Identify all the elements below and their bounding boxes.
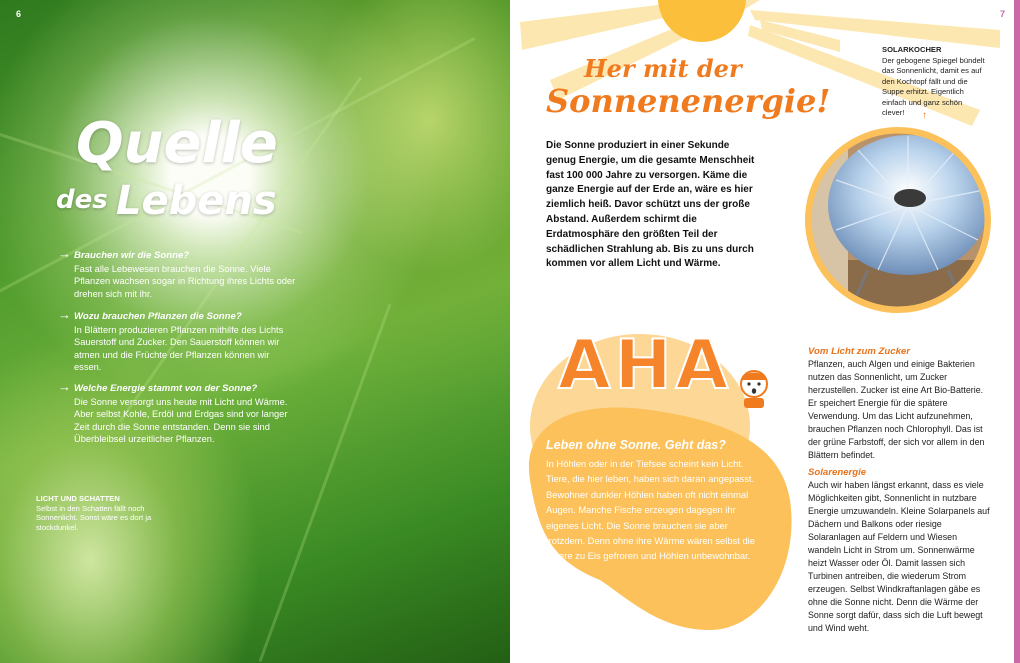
solar-cooker-photo bbox=[788, 110, 1008, 330]
aha-paragraph: In Höhlen oder in der Tiefsee scheint kein Licht. Tiere, die hier leben, haben sich daran angepasst. Bewohner dunkler Höhlen haben oft nicht einmal Augen. Manche Fische erzeugen dagegen ihr eigenes Licht. Die Sonne brauchen sie aber trotzdem. Denn ohne ihre Wärme wären selbst die Meere zu Eis gefroren und Höhlen unbewohnbar. bbox=[546, 458, 755, 562]
section-heading: Solarenergie bbox=[808, 467, 867, 478]
section-text: Auch wir haben längst erkannt, dass es viele Möglichkeiten gibt, Sonnenlicht in nutzbare Energie umzuwandeln. Kleine Solarpanels auf Dächern und Balkons oder riesige Solaranlagen auf Feldern und Wiesen wandeln Licht in Strom um. Sonnenwärme heizt Wasser oder Öl. Damit lassen sich Turbinen antreiben, die wiederum Strom erzeugen. Selbst Windkraftanlagen gäbe es ohne die Sonne nicht. Denn die Wärme der Sonne sorgt dafür, dass sich die Luft bewegt und Wind weht. bbox=[808, 480, 990, 633]
headline-line1: Her mit der bbox=[584, 54, 742, 83]
qa-question: Wozu brauchen Pflanzen die Sonne? bbox=[74, 311, 242, 322]
section-heading: Vom Licht zum Zucker bbox=[808, 346, 910, 357]
arrow-right-icon: → bbox=[58, 246, 71, 261]
headline-line2: Sonnenenergie! bbox=[546, 82, 831, 120]
arrow-right-icon: → bbox=[58, 307, 71, 322]
qa-item bbox=[58, 246, 298, 300]
section-light-to-sugar bbox=[808, 345, 992, 462]
qa-item bbox=[58, 379, 298, 446]
right-page bbox=[510, 0, 1020, 663]
qa-question: Brauchen wir die Sonne? bbox=[74, 250, 190, 261]
page-edge-strip bbox=[1014, 0, 1020, 663]
qa-item bbox=[58, 307, 298, 374]
caption-title: LICHT UND SCHATTEN bbox=[36, 494, 120, 503]
caption-text: Selbst in den Schatten fällt noch Sonnenlicht. Sonst wäre es dort ja stockdunkel. bbox=[36, 503, 152, 532]
section-solar-energy bbox=[808, 466, 992, 635]
qa-answer: In Blättern produzieren Pflanzen mithilfe des Lichts Sauerstoff und Zucker. Den Sauerstoff können wir atmen und die Früchte der Pflanzen können wir essen. bbox=[74, 324, 284, 372]
aha-title: AHA bbox=[558, 326, 733, 405]
page-number-right: 7 bbox=[1000, 9, 1006, 19]
surprised-face-icon bbox=[738, 366, 774, 412]
title-line1: Quelle bbox=[76, 111, 278, 176]
title-line2b: Lebens bbox=[116, 178, 277, 224]
title-line2a: des bbox=[56, 185, 108, 215]
caption-text: Der gebogene Spiegel bündelt das Sonnenlicht, damit es auf den Kochtopf fällt und die Suppe erhitzt. Eigentlich einfach und ganz schön clever! bbox=[882, 55, 985, 117]
aha-heading: Leben ohne Sonne. Geht das? bbox=[546, 438, 726, 452]
page-number-left: 6 bbox=[16, 9, 22, 19]
qa-answer: Die Sonne versorgt uns heute mit Licht und Wärme. Aber selbst Kohle, Erdöl und Erdgas sind vor langer Zeit durch die Sonne entstanden. Denn sie sind Überbleibsel urzeitlicher Pflanzen. bbox=[74, 396, 288, 444]
caption-pointer-icon: ↑ bbox=[922, 110, 927, 121]
intro-paragraph: Die Sonne produziert in einer Sekunde genug Energie, um die gesamte Menschheit fast 100 000 Jahre zu versorgen. Käme die ganze Energie auf der Erde an, wäre es hier ziemlich heiß. Davor schützt uns der große Abstand. Außerdem schirmt die Erdatmosphäre den größten Teil der schädlichen Strahlung ab. Bis zu uns durch kommen vor allem Licht und Wärme. bbox=[546, 140, 755, 270]
section-text: Pflanzen, auch Algen und einige Bakterien nutzen das Sonnenlicht, um Zucker herzustellen. Zucker ist eine Art Bio-Batterie. Er speichert Energie für die spätere Verwendung. Um das Licht aufzunehmen, brauchen Pflanzen noch Chlorophyll. Das ist der grüne Farbstoff, der sich vor allem in den Blättern befindet. bbox=[808, 359, 985, 460]
caption-title: SOLARKOCHER bbox=[882, 45, 942, 54]
arrow-right-icon: → bbox=[58, 379, 71, 394]
caption-solar-cooker bbox=[882, 45, 986, 119]
caption-light-shadow bbox=[36, 494, 166, 532]
qa-answer: Fast alle Lebewesen brauchen die Sonne. Viele Pflanzen wachsen sogar in Richtung ihres Lichts oder drehen sich mit ihr. bbox=[74, 263, 296, 299]
qa-question: Welche Energie stammt von der Sonne? bbox=[74, 383, 258, 394]
